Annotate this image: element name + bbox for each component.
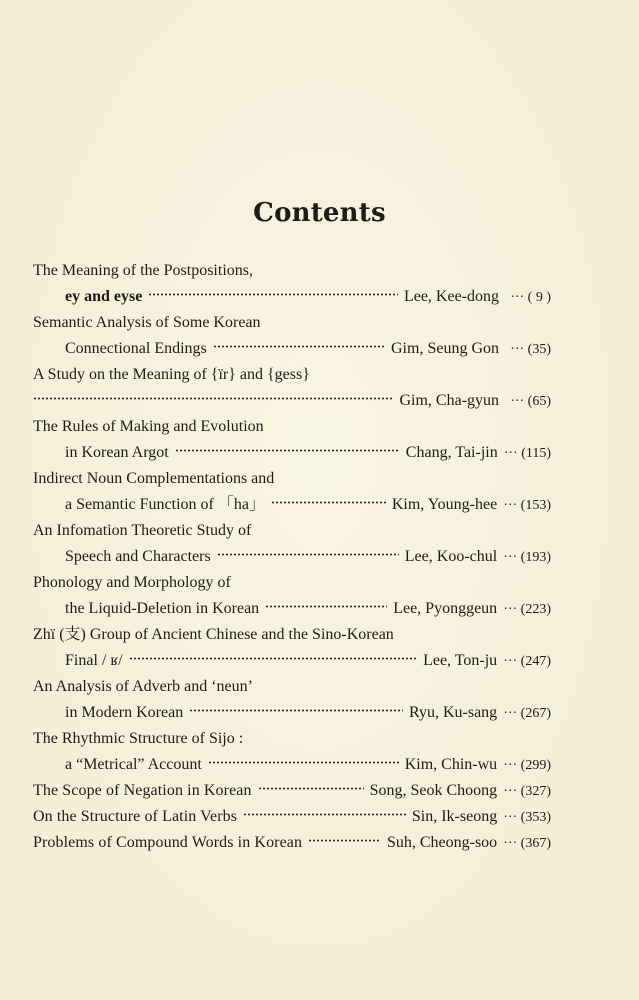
toc-entry[interactable] bbox=[33, 674, 551, 726]
toc-entry[interactable] bbox=[33, 362, 551, 414]
entry-title: the Liquid-Deletion in Korean bbox=[65, 600, 260, 617]
entry-title: The Rhythmic Structure of Sijo : bbox=[33, 730, 244, 747]
entry-page-number: ··· (367) bbox=[503, 836, 551, 851]
toc-entry[interactable] bbox=[33, 466, 551, 518]
entry-title: a “Metrical” Account bbox=[65, 756, 202, 773]
entry-title: Zhï (支) Group of Ancient Chinese and the Sino-Korean bbox=[33, 626, 394, 643]
entry-title: Speech and Characters bbox=[65, 548, 211, 565]
entry-title: An Analysis of Adverb and ‘neun’ bbox=[33, 678, 253, 695]
toc-title-line bbox=[33, 570, 551, 596]
toc-author-line bbox=[33, 388, 551, 414]
dot-leader bbox=[217, 553, 399, 556]
entry-page-number: ··· (353) bbox=[503, 810, 551, 825]
dot-leader bbox=[271, 501, 386, 504]
entry-author: Kim, Young-hee bbox=[391, 496, 498, 513]
toc-author-line bbox=[33, 596, 551, 622]
toc-author-line bbox=[33, 284, 551, 310]
toc-entry[interactable] bbox=[33, 414, 551, 466]
toc-title-line bbox=[33, 726, 551, 752]
entry-page-number: ··· (35) bbox=[510, 342, 551, 357]
entry-title: The Meaning of the Postpositions, bbox=[33, 262, 253, 279]
entry-page-number: ··· (153) bbox=[503, 498, 551, 513]
page-title: Contents bbox=[253, 198, 386, 228]
entry-author: Sin, Ik-seong bbox=[411, 808, 498, 825]
dot-leader bbox=[208, 761, 399, 764]
entry-author: Lee, Ton-ju bbox=[423, 652, 498, 669]
toc-author-line bbox=[33, 440, 551, 466]
toc-title-line bbox=[33, 258, 551, 284]
entry-title: in Modern Korean bbox=[65, 704, 184, 721]
entry-title: ey and eyse bbox=[65, 288, 143, 305]
entry-page-number: ··· (223) bbox=[503, 602, 551, 617]
toc-title-line bbox=[33, 518, 551, 544]
entry-title: The Scope of Negation in Korean bbox=[33, 782, 252, 799]
toc-entry[interactable] bbox=[33, 622, 551, 674]
toc-title-line bbox=[33, 414, 551, 440]
entry-title: Final / ʁ/ bbox=[65, 652, 123, 669]
toc-entry[interactable] bbox=[33, 258, 551, 310]
entry-author: Chang, Tai-jin bbox=[405, 444, 498, 461]
toc-title-line bbox=[33, 622, 551, 648]
toc-author-line bbox=[33, 336, 551, 362]
toc-author-line bbox=[33, 804, 551, 830]
toc-entry[interactable] bbox=[33, 804, 551, 830]
toc-entry[interactable] bbox=[33, 778, 551, 804]
entry-author: Gim, Seung Gon bbox=[391, 340, 499, 357]
toc-author-line bbox=[33, 648, 551, 674]
entry-title: Connectional Endings bbox=[65, 340, 207, 357]
entry-author: Suh, Cheong-soo bbox=[386, 834, 498, 851]
toc-entry[interactable] bbox=[33, 726, 551, 778]
entry-title: Problems of Compound Words in Korean bbox=[33, 834, 303, 851]
toc-entry[interactable] bbox=[33, 518, 551, 570]
entry-author: Ryu, Ku-sang bbox=[408, 704, 498, 721]
entry-title: On the Structure of Latin Verbs bbox=[33, 808, 238, 825]
entry-author: Gim, Cha-gyun bbox=[399, 392, 499, 409]
entry-title: a Semantic Function of 「ha」 bbox=[65, 496, 265, 513]
dot-leader bbox=[148, 293, 398, 296]
toc-author-line bbox=[33, 700, 551, 726]
entry-title: A Study on the Meaning of {ïr} and {gess} bbox=[33, 366, 310, 383]
entry-page-number: ··· (327) bbox=[503, 784, 551, 799]
entry-title: An Infomation Theoretic Study of bbox=[33, 522, 252, 539]
entry-author: Song, Seok Choong bbox=[369, 782, 498, 799]
table-of-contents bbox=[33, 258, 551, 856]
dot-leader bbox=[33, 397, 393, 400]
entry-page-number: ··· (299) bbox=[503, 758, 551, 773]
entry-author: Lee, Koo-chul bbox=[404, 548, 498, 565]
toc-entry[interactable] bbox=[33, 570, 551, 622]
entry-page-number: ··· (247) bbox=[503, 654, 551, 669]
dot-leader bbox=[129, 657, 417, 660]
entry-author: Lee, Pyonggeun bbox=[393, 600, 498, 617]
entry-page-number: ··· (193) bbox=[503, 550, 551, 565]
dot-leader bbox=[258, 787, 364, 790]
dot-leader bbox=[175, 449, 400, 452]
entry-page-number: ··· (267) bbox=[503, 706, 551, 721]
dot-leader bbox=[243, 813, 406, 816]
toc-title-line bbox=[33, 674, 551, 700]
entry-title: Phonology and Morphology of bbox=[33, 574, 231, 591]
toc-title-line bbox=[33, 362, 551, 388]
toc-entry[interactable] bbox=[33, 830, 551, 856]
entry-author: Kim, Chin-wu bbox=[404, 756, 498, 773]
entry-title: The Rules of Making and Evolution bbox=[33, 418, 264, 435]
toc-entry[interactable] bbox=[33, 310, 551, 362]
toc-author-line bbox=[33, 544, 551, 570]
dot-leader bbox=[265, 605, 387, 608]
toc-author-line bbox=[33, 492, 551, 518]
entry-title: Indirect Noun Complementations and bbox=[33, 470, 275, 487]
entry-title: Semantic Analysis of Some Korean bbox=[33, 314, 261, 331]
toc-title-line bbox=[33, 466, 551, 492]
dot-leader bbox=[308, 839, 381, 842]
dot-leader bbox=[189, 709, 403, 712]
dot-leader bbox=[213, 345, 385, 348]
toc-title-line bbox=[33, 310, 551, 336]
entry-page-number: ··· (65) bbox=[510, 394, 551, 409]
toc-author-line bbox=[33, 752, 551, 778]
entry-page-number: ··· (115) bbox=[503, 446, 551, 461]
entry-page-number: ··· ( 9 ) bbox=[510, 290, 551, 305]
toc-author-line bbox=[33, 830, 551, 856]
entry-title: in Korean Argot bbox=[65, 444, 169, 461]
toc-author-line bbox=[33, 778, 551, 804]
entry-author: Lee, Kee-dong bbox=[403, 288, 499, 305]
